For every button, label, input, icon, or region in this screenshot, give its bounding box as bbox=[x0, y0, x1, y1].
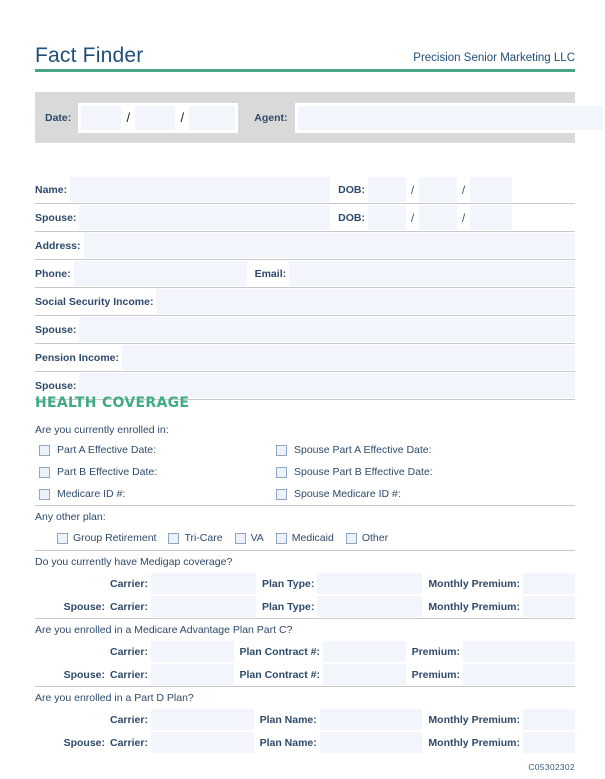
checkbox-spouse-part-a-label: Spouse Part A Effective Date: bbox=[294, 444, 432, 456]
checkbox-medicaid-label: Medicaid bbox=[291, 532, 334, 544]
advantage-plan-contract-label: Plan Contract #: bbox=[239, 645, 321, 658]
checkbox-icon[interactable] bbox=[57, 533, 68, 544]
checkbox-icon[interactable] bbox=[235, 533, 246, 544]
spouse-dob-slash-icon: / bbox=[410, 210, 415, 225]
checkbox-medicare-id-label: Medicare ID #: bbox=[57, 488, 126, 500]
medigap-carrier-label: Carrier: bbox=[110, 577, 148, 590]
advantage-spouse-carrier-label: Carrier: bbox=[110, 668, 148, 681]
medigap-spouse-plan-type-input[interactable] bbox=[317, 596, 422, 617]
date-agent-band bbox=[35, 92, 575, 143]
advantage-self-row bbox=[35, 640, 575, 663]
health-coverage-heading: HEALTH COVERAGE bbox=[35, 395, 190, 411]
medigap-plan-type-input[interactable] bbox=[317, 573, 422, 594]
partd-carrier-input[interactable] bbox=[151, 709, 254, 730]
spouse-dob-year-input[interactable] bbox=[470, 205, 512, 230]
medigap-plan-type-label: Plan Type: bbox=[262, 577, 315, 590]
company-name: Precision Senior Marketing LLC bbox=[413, 51, 575, 64]
checkbox-group-retirement[interactable] bbox=[57, 532, 156, 544]
advantage-carrier-input[interactable] bbox=[151, 641, 234, 662]
checkbox-va-label: VA bbox=[250, 532, 264, 544]
checkbox-icon[interactable] bbox=[276, 489, 287, 500]
checkbox-icon[interactable] bbox=[168, 533, 179, 544]
partd-spouse-carrier-input[interactable] bbox=[151, 732, 254, 753]
checkbox-part-b-label: Part B Effective Date: bbox=[57, 466, 158, 478]
dob-month-input[interactable] bbox=[368, 177, 406, 202]
medigap-question: Do you currently have Medigap coverage? bbox=[35, 556, 233, 568]
medigap-self-row bbox=[35, 572, 575, 595]
partd-premium-label: Monthly Premium: bbox=[428, 713, 520, 726]
personal-info-rows bbox=[35, 176, 575, 400]
name-label: Name: bbox=[35, 183, 68, 196]
dob-day-input[interactable] bbox=[419, 177, 457, 202]
checkbox-part-a[interactable] bbox=[39, 444, 156, 456]
header-divider bbox=[35, 69, 575, 72]
row-tail-pad bbox=[512, 176, 575, 203]
date-slash-icon-2: / bbox=[175, 106, 189, 130]
medigap-spouse-carrier-label: Carrier: bbox=[110, 600, 148, 613]
checkbox-medicaid[interactable] bbox=[276, 532, 334, 544]
advantage-self-prefix bbox=[35, 640, 110, 663]
checkbox-spouse-part-b-label: Spouse Part B Effective Date: bbox=[294, 466, 433, 478]
advantage-carrier-label: Carrier: bbox=[110, 645, 148, 658]
part-d-section bbox=[35, 688, 575, 754]
advantage-spouse-carrier-input[interactable] bbox=[151, 664, 234, 685]
divider-after-enrollment bbox=[35, 505, 575, 506]
checkbox-other-label: Other bbox=[361, 532, 389, 544]
row-tail-pad-2 bbox=[512, 204, 575, 231]
dob-input-group[interactable] bbox=[368, 177, 512, 202]
agent-label: Agent: bbox=[254, 111, 288, 124]
page-header bbox=[35, 28, 575, 66]
row-address bbox=[35, 232, 575, 260]
medigap-spouse-row bbox=[35, 595, 575, 619]
checkbox-tri-care-label: Tri-Care bbox=[184, 532, 223, 544]
partd-self-row bbox=[35, 708, 575, 731]
spouse-social-security-input[interactable] bbox=[79, 317, 575, 342]
checkbox-part-a-label: Part A Effective Date: bbox=[57, 444, 157, 456]
advantage-spouse-row bbox=[35, 663, 575, 687]
partd-spouse-row bbox=[35, 731, 575, 754]
email-input[interactable] bbox=[289, 261, 575, 286]
spouse-dob-slash-icon-2: / bbox=[461, 210, 466, 225]
row-social-security-income bbox=[35, 288, 575, 316]
checkbox-spouse-part-a[interactable] bbox=[276, 444, 432, 456]
checkbox-icon[interactable] bbox=[346, 533, 357, 544]
pension-income-input[interactable] bbox=[122, 345, 575, 370]
checkbox-icon[interactable] bbox=[276, 445, 287, 456]
date-label: Date: bbox=[45, 111, 72, 124]
pension-income-label: Pension Income: bbox=[35, 351, 120, 364]
phone-label: Phone: bbox=[35, 267, 71, 280]
medigap-spouse-carrier-input[interactable] bbox=[151, 596, 256, 617]
spouse-dob-input-group[interactable] bbox=[368, 205, 512, 230]
spouse-dob-day-input[interactable] bbox=[419, 205, 457, 230]
name-input[interactable] bbox=[70, 177, 330, 202]
advantage-plan-contract-input[interactable] bbox=[323, 641, 406, 662]
checkbox-part-b[interactable] bbox=[39, 466, 157, 478]
phone-input[interactable] bbox=[74, 261, 247, 286]
medicare-advantage-section bbox=[35, 620, 575, 687]
advantage-premium-input[interactable] bbox=[463, 641, 575, 662]
row-phone-email bbox=[35, 260, 575, 288]
advantage-spouse-premium-label: Premium: bbox=[411, 668, 461, 681]
spouse-social-security-label: Spouse: bbox=[35, 323, 77, 336]
checkbox-icon[interactable] bbox=[276, 533, 287, 544]
date-input-group[interactable] bbox=[78, 103, 238, 133]
partd-plan-name-input[interactable] bbox=[320, 709, 423, 730]
partd-spouse-carrier-label: Carrier: bbox=[110, 736, 148, 749]
other-plans-checkbox-group bbox=[57, 532, 400, 544]
medicare-advantage-question: Are you enrolled in a Medicare Advantage Plan Part C? bbox=[35, 624, 293, 636]
checkbox-spouse-medicare-id[interactable] bbox=[276, 488, 401, 500]
checkbox-group-retirement-label: Group Retirement bbox=[73, 532, 157, 544]
checkbox-va[interactable] bbox=[235, 532, 264, 544]
agent-input-wrapper bbox=[295, 103, 605, 133]
checkbox-spouse-medicare-id-label: Spouse Medicare ID #: bbox=[294, 488, 401, 500]
medigap-spouse-prefix: Spouse: bbox=[63, 600, 105, 613]
row-pension-income bbox=[35, 344, 575, 372]
date-month-input[interactable] bbox=[81, 106, 121, 130]
checkbox-spouse-part-b[interactable] bbox=[276, 466, 433, 478]
medigap-premium-input[interactable] bbox=[523, 573, 575, 594]
date-year-input[interactable] bbox=[189, 106, 235, 130]
partd-plan-name-label: Plan Name: bbox=[259, 713, 317, 726]
partd-premium-input[interactable] bbox=[523, 709, 575, 730]
dob-label: DOB: bbox=[338, 183, 365, 196]
spouse-pension-label: Spouse: bbox=[35, 379, 77, 392]
enrolled-question: Are you currently enrolled in: bbox=[35, 424, 169, 436]
spouse-name-input[interactable] bbox=[79, 205, 330, 230]
part-d-question: Are you enrolled in a Part D Plan? bbox=[35, 692, 194, 704]
checkbox-other[interactable] bbox=[346, 532, 388, 544]
row-spouse-name bbox=[35, 204, 575, 232]
advantage-spouse-prefix: Spouse: bbox=[63, 668, 105, 681]
checkbox-icon[interactable] bbox=[39, 467, 50, 478]
checkbox-medicare-id[interactable] bbox=[39, 488, 125, 500]
advantage-premium-label: Premium: bbox=[411, 645, 461, 658]
row-name bbox=[35, 176, 575, 204]
email-label: Email: bbox=[254, 267, 287, 280]
agent-input[interactable] bbox=[298, 106, 603, 130]
advantage-spouse-premium-input[interactable] bbox=[463, 664, 575, 685]
medigap-premium-label: Monthly Premium: bbox=[428, 577, 521, 590]
partd-spouse-prefix: Spouse: bbox=[63, 736, 105, 749]
date-slash-icon: / bbox=[121, 106, 135, 130]
medigap-spouse-premium-label: Monthly Premium: bbox=[428, 600, 521, 613]
medigap-carrier-input[interactable] bbox=[151, 573, 256, 594]
medigap-spouse-plan-type-label: Plan Type: bbox=[262, 600, 315, 613]
address-label: Address: bbox=[35, 239, 81, 252]
partd-self-prefix bbox=[35, 708, 110, 731]
checkbox-tri-care[interactable] bbox=[168, 532, 222, 544]
partd-spouse-plan-name-input[interactable] bbox=[320, 732, 423, 753]
partd-spouse-plan-name-label: Plan Name: bbox=[259, 736, 317, 749]
social-security-income-input[interactable] bbox=[156, 289, 575, 314]
row-spouse-social-security bbox=[35, 316, 575, 344]
medigap-spouse-premium-input[interactable] bbox=[523, 596, 575, 617]
spouse-dob-month-input[interactable] bbox=[368, 205, 406, 230]
checkbox-icon[interactable] bbox=[39, 489, 50, 500]
partd-carrier-label: Carrier: bbox=[110, 713, 148, 726]
medigap-section bbox=[35, 552, 575, 619]
divider-after-other-plans bbox=[35, 550, 575, 551]
footer-document-code: C05302302 bbox=[528, 762, 575, 772]
spouse-dob-label: DOB: bbox=[338, 211, 365, 224]
advantage-spouse-plan-contract-input[interactable] bbox=[323, 664, 406, 685]
checkbox-icon[interactable] bbox=[276, 467, 287, 478]
partd-spouse-premium-input[interactable] bbox=[523, 732, 575, 753]
page-title: Fact Finder bbox=[35, 44, 144, 67]
dob-slash-icon-2: / bbox=[461, 182, 466, 197]
dob-slash-icon: / bbox=[410, 182, 415, 197]
advantage-spouse-plan-contract-label: Plan Contract #: bbox=[239, 668, 321, 681]
dob-year-input[interactable] bbox=[470, 177, 512, 202]
medigap-self-prefix bbox=[35, 572, 110, 595]
spouse-label: Spouse: bbox=[35, 211, 77, 224]
any-other-plan-label: Any other plan: bbox=[35, 511, 106, 523]
date-day-input[interactable] bbox=[135, 106, 175, 130]
social-security-income-label: Social Security Income: bbox=[35, 295, 154, 308]
address-input[interactable] bbox=[84, 233, 575, 258]
checkbox-icon[interactable] bbox=[39, 445, 50, 456]
partd-spouse-premium-label: Monthly Premium: bbox=[428, 736, 520, 749]
